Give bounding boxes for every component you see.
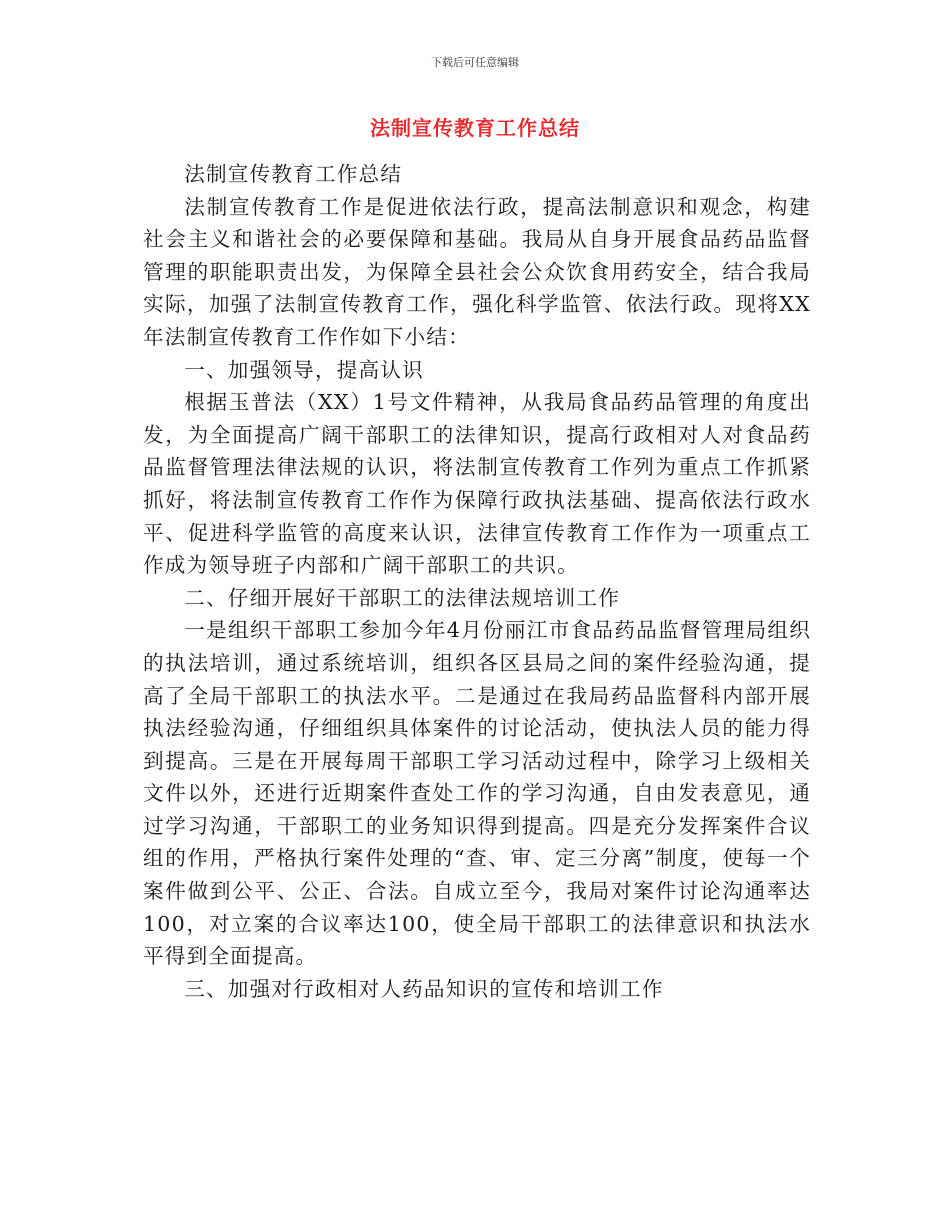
paragraph-section-2: 一是组织干部职工参加今年4月份丽江市食品药品监督管理局组织的执法培训，通过系统培训，组织各区县局之间的案件经验沟通，提高了全局干部职工的执法水平。二是通过在我局药品监督科内部开展执法经验沟通，仔细组织具体案件的讨论活动，使执法人员的能力得到提高。三是在开展每周干部职工学习活动过程中，除学习上级相关文件以外，还进行近期案件查处工作的学习沟通，自由发表意见，通过学习沟通，干部职工的业务知识得到提高。四是充分发挥案件合议组的作用，严格执行案件处理的“查、审、定三分离”制度，使每一个案件做到公平、公正、合法。自成立至今，我局对案件讨论沟通率达100，对立案的合议率达100，使全局干部职工的法律意识和执法水平得到全面提高。 bbox=[143, 618, 811, 969]
section-heading-1: 一、加强领导，提高认识 bbox=[184, 357, 424, 382]
section-heading-2: 二、仔细开展好干部职工的法律法规培训工作 bbox=[184, 585, 621, 610]
document-title: 法制宣传教育工作总结 bbox=[370, 116, 580, 140]
paragraph-section-1: 根据玉普法（XX）1号文件精神，从我局食品药品管理的角度出发，为全面提高广阔干部职工的法律知识，提高行政相对人对食品药品监督管理法律法规的认识，将法制宣传教育工作列为重点工作抓紧抓好，将法制宣传教育工作作为保障行政执法基础、提高依法行政水平、促进科学监管的高度来认识，法律宣传教育工作作为一项重点工作成为领导班子内部和广阔干部职工的共识。 bbox=[143, 390, 811, 578]
paragraph-subtitle: 法制宣传教育工作总结 bbox=[184, 162, 403, 186]
section-heading-3: 三、加强对行政相对人药品知识的宣传和培训工作 bbox=[184, 976, 664, 1001]
paragraph-intro: 法制宣传教育工作是促进依法行政，提高法制意识和观念，构建社会主义和谐社会的必要保障和基础。我局从自身开展食品药品监督管理的职能职责出发，为保障全县社会公众饮食用药安全，结合我局实际，加强了法制宣传教育工作，强化科学监管、依法行政。现将XX年法制宣传教育工作作如下小结： bbox=[143, 194, 811, 349]
header-note: 下载后可任意编辑 bbox=[431, 56, 519, 69]
document-body bbox=[143, 158, 811, 1005]
